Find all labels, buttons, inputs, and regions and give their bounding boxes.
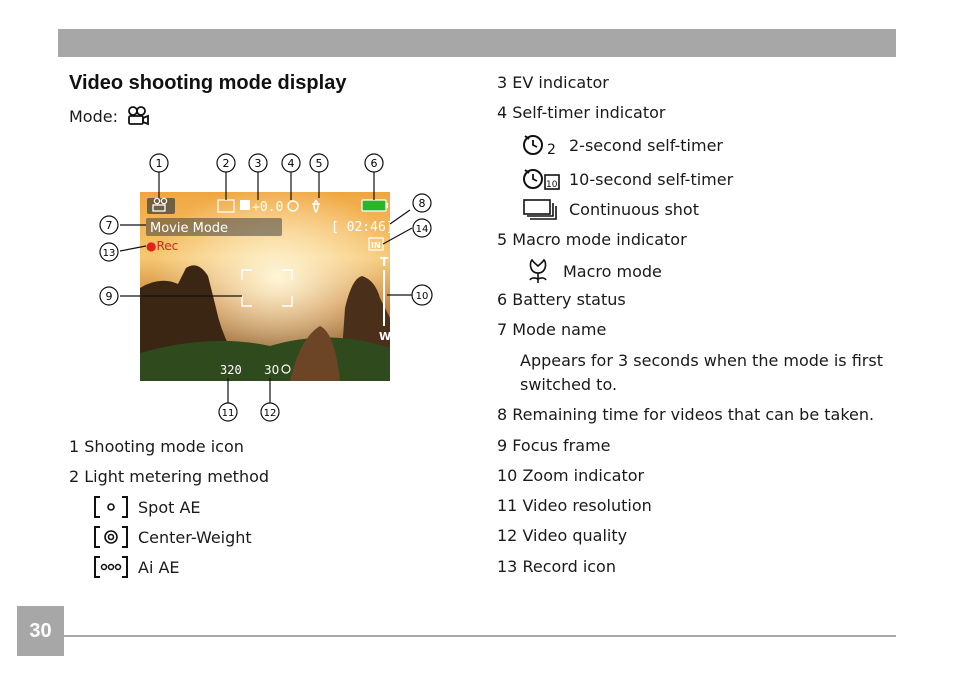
- item-8: 8 Remaining time for videos that can be taken.: [497, 405, 875, 424]
- self-timer-10s-row: [521, 166, 733, 192]
- callout-12: 12: [263, 408, 277, 419]
- movie-camera-icon: [126, 106, 150, 126]
- macro-flower-icon: [521, 257, 555, 285]
- callout-5: 5: [315, 157, 323, 170]
- item-10: 10 Zoom indicator: [497, 466, 645, 485]
- center-weight-row: [92, 525, 252, 549]
- self-timer-10s-label: 10-second self-timer: [569, 169, 734, 189]
- item-12: 12 Video quality: [497, 526, 628, 545]
- item-5: 5 Macro mode indicator: [497, 230, 687, 249]
- mode-name-text: Movie Mode: [150, 221, 229, 236]
- item-13: 13 Record icon: [497, 557, 616, 576]
- resolution-text: 320: [220, 363, 242, 377]
- item-7: 7 Mode name: [497, 320, 607, 339]
- self-timer-2s-label: 2-second self-timer: [569, 135, 723, 155]
- callout-9: 9: [105, 290, 113, 303]
- camera-screen-figure: [90, 148, 440, 428]
- item-2: 2 Light metering method: [69, 467, 270, 486]
- callout-13: 13: [102, 248, 116, 259]
- self-timer-2s-row: [521, 132, 723, 158]
- spot-ae-icon: [92, 495, 130, 519]
- callout-7: 7: [105, 219, 113, 232]
- item-3: 3 EV indicator: [497, 73, 609, 92]
- item-6: 6 Battery status: [497, 290, 626, 309]
- battery-icon: [362, 200, 386, 211]
- callout-4: 4: [287, 157, 295, 170]
- ai-ae-label: Ai AE: [138, 557, 180, 577]
- self-timer-10s-icon: [521, 166, 561, 192]
- header-bar: [58, 29, 896, 57]
- self-timer-2s-icon: [521, 132, 561, 158]
- ai-ae-icon: [92, 555, 130, 579]
- mode-label: Mode:: [69, 106, 118, 126]
- callout-8: 8: [418, 197, 426, 210]
- continuous-shot-label: Continuous shot: [569, 199, 699, 219]
- svg-text:2: 2: [547, 142, 556, 158]
- ai-ae-row: [92, 555, 180, 579]
- callout-1: 1: [155, 157, 163, 170]
- callout-14: 14: [415, 224, 429, 235]
- ev-value: +0.0: [252, 200, 284, 215]
- macro-mode-label: Macro mode: [563, 261, 662, 281]
- spot-ae-label: Spot AE: [138, 497, 201, 517]
- callout-6: 6: [370, 157, 378, 170]
- center-weight-label: Center-Weight: [138, 527, 252, 547]
- item-4: 4 Self-timer indicator: [497, 103, 666, 122]
- continuous-shot-icon: [521, 197, 561, 221]
- macro-mode-row: [521, 257, 662, 285]
- mode-line: [69, 106, 150, 126]
- svg-text:10: 10: [546, 180, 558, 190]
- callout-10: 10: [415, 291, 429, 302]
- rec-text: ●Rec: [146, 239, 179, 253]
- section-heading: Video shooting mode display: [69, 72, 347, 94]
- zoom-w-label: W: [379, 330, 392, 343]
- callout-2: 2: [222, 157, 230, 170]
- callout-11: 11: [221, 408, 235, 419]
- zoom-t-label: T: [380, 255, 389, 269]
- page-number: 30: [17, 606, 64, 656]
- item-1: 1 Shooting mode icon: [69, 437, 244, 456]
- item-7-desc-line1: Appears for 3 seconds when the mode is first: [520, 351, 883, 370]
- spot-ae-row: [92, 495, 201, 519]
- ev-icon: [240, 200, 250, 210]
- storage-text: IN: [371, 241, 381, 250]
- continuous-shot-row: [521, 197, 699, 221]
- center-weight-icon: [92, 525, 130, 549]
- item-11: 11 Video resolution: [497, 496, 652, 515]
- item-7-desc-line2: switched to.: [520, 375, 618, 394]
- callout-3: 3: [254, 157, 262, 170]
- footer-rule: [64, 635, 896, 637]
- item-9: 9 Focus frame: [497, 436, 611, 455]
- remaining-time-text: [ 02:46]: [331, 220, 394, 235]
- quality-text: 30: [264, 363, 280, 377]
